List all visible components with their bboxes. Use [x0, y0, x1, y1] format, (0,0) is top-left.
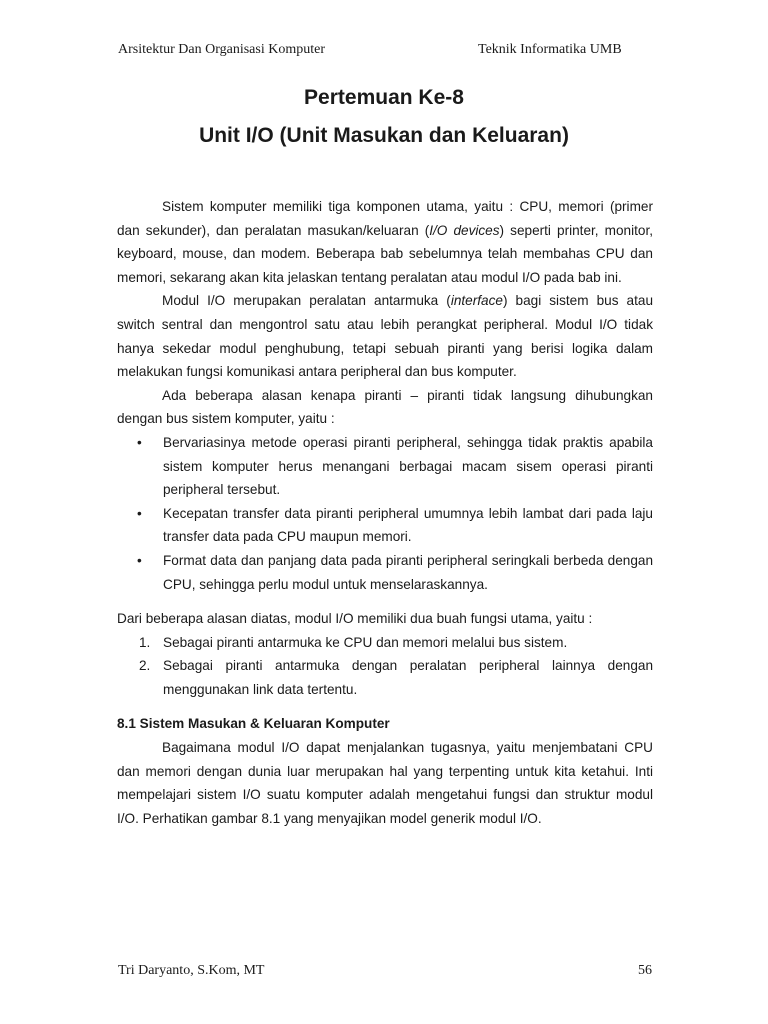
paragraph-intro [117, 195, 653, 289]
header-course-title: Arsitektur Dan Organisasi Komputer [118, 42, 325, 57]
footer-author: Tri Daryanto, S.Kom, MT [118, 963, 265, 978]
document-body [117, 195, 653, 830]
italic-term: I/O devices [429, 222, 500, 238]
paragraph-io-module [117, 289, 653, 383]
list-item-text: Bervariasinya metode operasi piranti peripheral, sehingga tidak praktis apabila sistem komputer herus menangani berbagai macam sisem operasi piranti peripheral tersebut. [163, 434, 653, 498]
paragraph-reasons: Ada beberapa alasan kenapa piranti – piranti tidak langsung dihubungkan dengan bus sistem komputer, yaitu : [117, 387, 653, 427]
paragraph-functions: Dari beberapa alasan diatas, modul I/O memiliki dua buah fungsi utama, yaitu : [117, 611, 593, 627]
list-item-text: Format data dan panjang data pada piranti peripheral seringkali berbeda dengan CPU, sehingga perlu modul untuk menselaraskannya. [163, 552, 653, 592]
paragraph-text: Modul I/O merupakan peralatan antarmuka ( [162, 293, 451, 309]
list-item [117, 654, 653, 701]
bullet-marker: • [137, 505, 142, 521]
list-item [117, 549, 653, 596]
bullet-marker: • [137, 552, 142, 568]
list-item-text: Sebagai piranti antarmuka dengan peralatan peripheral lainnya dengan menggunakan link data tertentu. [163, 658, 653, 697]
list-number: 2. [139, 658, 151, 674]
italic-term: interface [450, 293, 503, 309]
numbered-list [117, 631, 653, 702]
list-number: 1. [139, 634, 151, 650]
paragraph-text: Sistem komputer memiliki tiga komponen utama, yaitu : CPU, memori (primer dan sekunder), dan peralatan masukan/keluaran ( [117, 199, 653, 238]
list-item-text: Kecepatan transfer data piranti peripheral umumnya lebih lambat dari pada laju transfer data pada CPU maupun memori. [163, 505, 653, 545]
bullet-marker: • [137, 434, 142, 450]
list-item-text: Sebagai piranti antarmuka ke CPU dan memori melalui bus sistem. [163, 634, 568, 650]
bullet-list [117, 431, 653, 596]
list-item [117, 502, 653, 549]
header-department: Teknik Informatika UMB [478, 42, 622, 57]
page-number: 56 [638, 963, 652, 978]
paragraph-text: ) seperti printer, monitor, keyboard, mouse, dan modem. Beberapa bab sebelumnya telah membahas CPU dan memori, sekarang akan kita jelaskan tentang peralatan atau modul I/O pada bab ini. [117, 222, 654, 285]
list-item [117, 431, 653, 502]
page-subtitle: Unit I/O (Unit Masukan dan Keluaran) [199, 124, 569, 147]
section-paragraph: Bagaimana modul I/O dapat menjalankan tugasnya, yaitu menjembatani CPU dan memori dengan dunia luar merupakan hal yang terpenting untuk kita ketahui. Inti mempelajari sistem I/O suatu komputer adalah mengetahui fungsi dan struktur modul I/O. Perhatikan gambar 8.1 yang menyajikan model generik modul I/O. [117, 740, 653, 826]
list-item [117, 631, 653, 655]
paragraph-text: ) bagi sistem bus atau switch sentral dan mengontrol satu atau lebih perangkat peripheral. Modul I/O tidak hanya sekedar modul penghubung, tetapi sebuah piranti yang berisi logika dalam melakukan fungsi komunikasi antara peripheral dan bus komputer. [117, 293, 653, 380]
page-title: Pertemuan Ke-8 [304, 86, 464, 109]
section-heading: 8.1 Sistem Masukan & Keluaran Komputer [117, 716, 390, 732]
